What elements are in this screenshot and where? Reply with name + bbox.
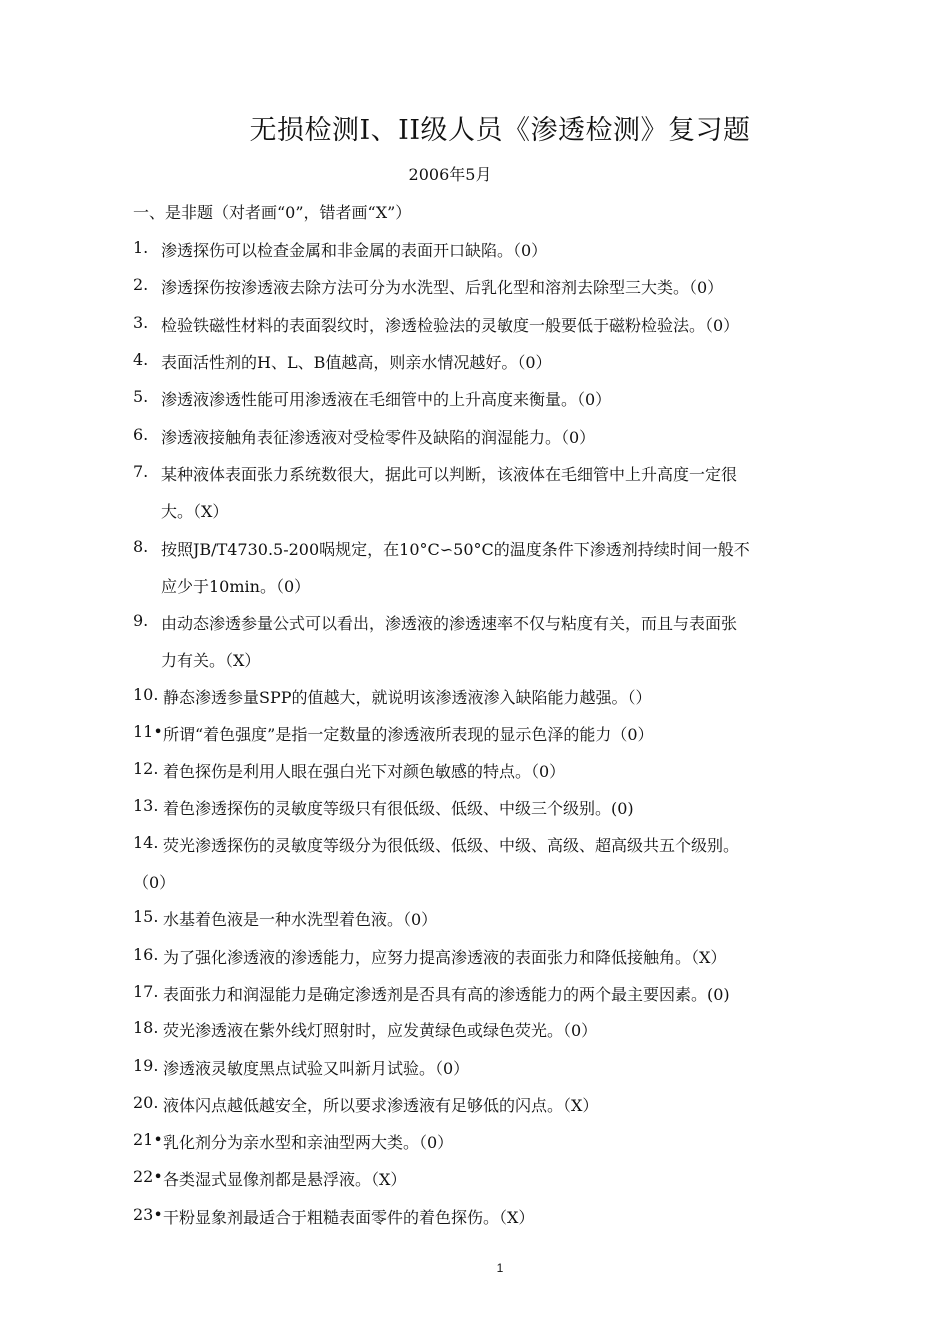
page-number: 1	[496, 1261, 504, 1275]
question-number: 9.	[133, 611, 149, 630]
question-number: 1.	[133, 238, 149, 257]
question-number: 4.	[133, 350, 149, 369]
question-text: 渗透探伤可以检查金属和非金属的表面开口缺陷。（0）	[161, 241, 548, 260]
document-date: 2006年5月	[408, 165, 492, 184]
question-number: 18.	[133, 1018, 159, 1037]
question-number: 23•	[133, 1205, 163, 1224]
question-text: 各类湿式显像剂都是悬浮液。（X）	[163, 1170, 407, 1189]
question-text: 荧光渗透液在紫外线灯照射时，应发黄绿色或绿色荧光。（0）	[163, 1021, 598, 1040]
question-text: 静态渗透参量SPP的值越大，就说明该渗透液渗入缺陷能力越强。（）	[163, 688, 652, 707]
question-number: 3.	[133, 313, 149, 332]
section-heading: 一、是非题（对者画“0”，错者画“X”）	[133, 203, 412, 222]
question-number: 12.	[133, 759, 159, 778]
question-text: 着色渗透探伤的灵敏度等级只有很低级、低级、中级三个级别。(0)	[163, 799, 634, 818]
question-text: 液体闪点越低越安全，所以要求渗透液有足够低的闪点。（X）	[163, 1096, 599, 1115]
question-text: 表面张力和润湿能力是确定渗透剂是否具有高的渗透能力的两个最主要因素。(0)	[163, 985, 730, 1004]
question-text: 干粉显象剂最适合于粗糙表面零件的着色探伤。（X）	[163, 1208, 535, 1227]
question-number: 22•	[133, 1167, 163, 1186]
question-number: 19.	[133, 1056, 159, 1075]
question-text: 渗透液接触角表征渗透液对受检零件及缺陷的润湿能力。（0）	[161, 428, 596, 447]
question-number: 10.	[133, 685, 159, 704]
question-text-continuation: 力有关。（X）	[161, 651, 261, 670]
question-number: 17.	[133, 982, 159, 1001]
question-text: 着色探伤是利用人眼在强白光下对颜色敏感的特点。（0）	[163, 762, 566, 781]
question-text: 由动态渗透参量公式可以看出，渗透液的渗透速率不仅与粘度有关，而且与表面张	[161, 614, 738, 633]
question-number: 5.	[133, 387, 149, 406]
question-text: 检验铁磁性材料的表面裂纹时，渗透检验法的灵敏度一般要低于磁粉检验法。（0）	[161, 316, 740, 335]
question-text-continuation: 大。（X）	[161, 502, 229, 521]
question-text: 按照JB/T4730.5-200㖞规定，在10°C∽50°C的温度条件下渗透剂持续时间一般不	[161, 540, 750, 559]
question-text: 水基着色液是一种水洗型着色液。（0）	[163, 910, 438, 929]
question-number: 11•	[133, 722, 163, 741]
question-text: 所谓“着色强度”是指一定数量的渗透液所表现的显示色泽的能力（0）	[163, 725, 654, 744]
question-text: 为了强化渗透液的渗透能力，应努力提高渗透液的表面张力和降低接触角。（X）	[163, 948, 727, 967]
question-number: 21•	[133, 1130, 163, 1149]
question-text: 渗透液渗透性能可用渗透液在毛细管中的上升高度来衡量。（0）	[161, 390, 612, 409]
question-number: 2.	[133, 275, 149, 294]
question-text-continuation: （0）	[133, 873, 176, 892]
question-number: 7.	[133, 462, 149, 481]
question-number: 14.	[133, 833, 159, 852]
question-number: 16.	[133, 945, 159, 964]
question-number: 15.	[133, 907, 159, 926]
question-number: 13.	[133, 796, 159, 815]
question-text: 表面活性剂的H、L、B值越高，则亲水情况越好。（0）	[161, 353, 552, 372]
question-number: 6.	[133, 425, 149, 444]
document-title: 无损检测I、II级人员《渗透检测》复习题	[249, 115, 751, 146]
question-number: 8.	[133, 537, 149, 556]
question-text: 乳化剂分为亲水型和亲油型两大类。（0）	[163, 1133, 454, 1152]
question-text: 渗透液灵敏度黑点试验又叫新月试验。（0）	[163, 1059, 470, 1078]
question-text-continuation: 应少于10min。（0）	[161, 577, 311, 596]
question-text: 渗透探伤按渗透液去除方法可分为水洗型、后乳化型和溶剂去除型三大类。（0）	[161, 278, 724, 297]
question-text: 某种液体表面张力系统数很大，据此可以判断，该液体在毛细管中上升高度一定很	[161, 465, 738, 484]
question-text: 荧光渗透探伤的灵敏度等级分为很低级、低级、中级、高级、超高级共五个级别。	[163, 836, 740, 855]
question-number: 20.	[133, 1093, 159, 1112]
